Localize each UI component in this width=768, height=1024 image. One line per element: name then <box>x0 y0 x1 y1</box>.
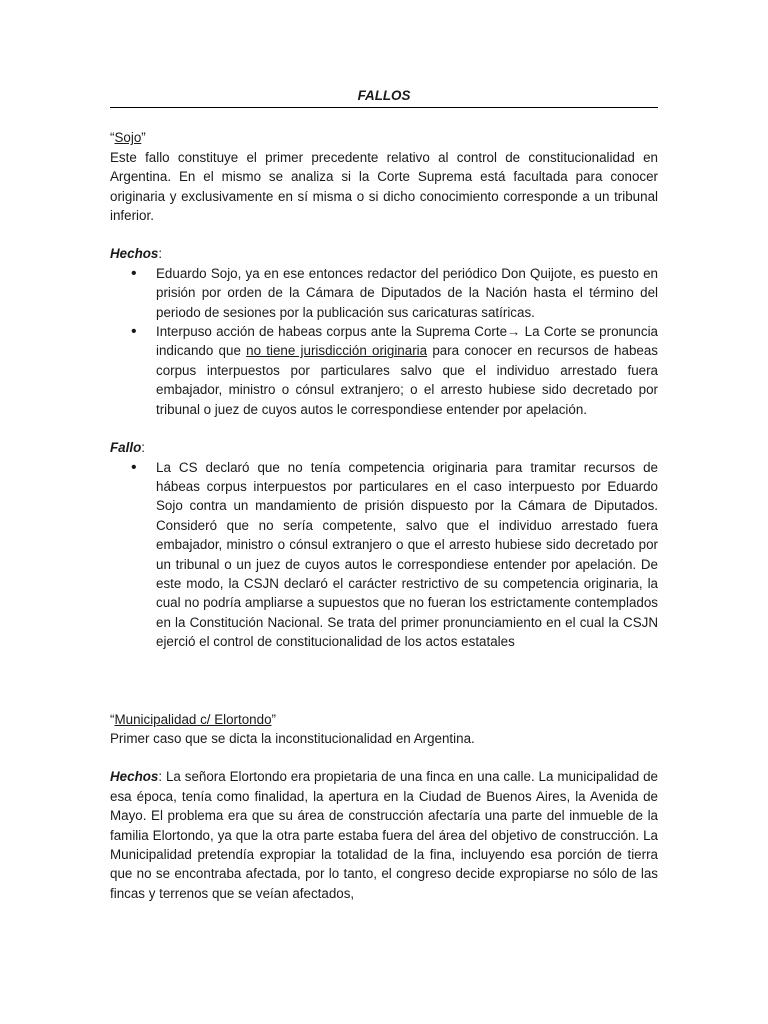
case-name-elortondo: Municipalidad c/ Elortondo <box>114 711 272 727</box>
open-quote: “ <box>110 130 115 146</box>
list-item-text: para conocer en recursos de habeas corpus interpuestos por particulares salvo que el individuo arrestado fuera embajador, ministro o cónsul extranjero; o el arresto hubiese sido decretado por tribunal o juez de cuyos autos le correspondiese entender por apelación. <box>156 343 658 417</box>
list-item: • La CS declaró que no tenía competencia originaria para tramitar recursos de hábeas corpus interpuestos por particulares en el caso interpuesto por Eduardo Sojo contra un mandamiento de prisión dispuesto por la Cámara de Diputados. Consideró que no sería competente, salvo que el individuo arrestado fuera embajador, ministro o cónsul extranjero o que el arresto hubiese sido decretado por un tribunal o un juez de cuyos autos le correspondiese entender por apelación. De este modo, la CSJN declaró el carácter restrictivo de su competencia originaria, la cual no podría ampliarse a supuestos que no fueran los estrictamente contemplados en la Constitución Nacional. Se trata del primer pronunciamiento en el cual la CSJN ejerció el control de constitucionalidad de los actos estatales <box>110 458 658 652</box>
case-intro-sojo: Este fallo constituye el primer precedente relativo al control de constitucionalidad en Argentina. En el mismo se analiza si la Corte Suprema está facultada para conocer originaria y exclusivamente en sí misma o si dicho conocimiento corresponde a un tribunal inferior. <box>110 149 658 224</box>
close-quote: ” <box>141 130 146 146</box>
case-name-sojo: Sojo <box>114 130 142 146</box>
hechos-label: Hechos <box>110 246 159 262</box>
document-content <box>110 86 658 903</box>
hechos-heading-sojo <box>110 244 658 263</box>
fallo-list-sojo <box>110 458 658 652</box>
close-quote: ” <box>271 711 276 727</box>
hechos-text: : La señora Elortondo era propietaria de una finca en una calle. La municipalidad de esa época, tenía como finalidad, la apertura en la Ciudad de Buenos Aires, la Avenida de Mayo. El problema era que su área de construcción afectaría una parte del inmueble de la familia Elortondo, ya que la otra parte estaba fuera del área del objetivo de construcción. La Municipalidad pretendía expropiar la totalidad de la fina, incluyendo esa porción de tierra que no se encontraba afectada, por lo tanto, el congreso decide expropiarse no sólo de las fincas y terrenos que se veían afectados, <box>110 769 658 901</box>
fallo-colon: : <box>141 440 145 456</box>
fallo-heading-sojo <box>110 438 658 457</box>
hechos-list-sojo <box>110 264 658 419</box>
case-intro-elortondo: Primer caso que se dicta la inconstitucionalidad en Argentina. <box>110 730 475 746</box>
hechos-colon: : <box>158 246 163 262</box>
hechos-paragraph-elortondo <box>110 767 658 903</box>
case-title-sojo <box>110 128 658 147</box>
hechos-label: Hechos <box>110 769 159 785</box>
list-item: • Eduardo Sojo, ya en ese entonces redactor del periódico Don Quijote, es puesto en prisión por orden de la Cámara de Diputados de la Nación hasta el término del periodo de sesiones por la publicación sus caricaturas satíricas. <box>110 264 658 322</box>
open-quote: “ <box>110 711 115 727</box>
case-title-elortondo <box>110 710 658 729</box>
underlined-phrase: no tiene jurisdicción originaria <box>246 343 428 359</box>
list-item-text: Interpuso acción de habeas corpus ante la Suprema Corte→ La Corte se pronuncia indicando que <box>156 324 658 359</box>
page-title: FALLOS <box>110 86 658 108</box>
fallo-label: Fallo <box>110 440 142 456</box>
list-item <box>110 322 658 419</box>
